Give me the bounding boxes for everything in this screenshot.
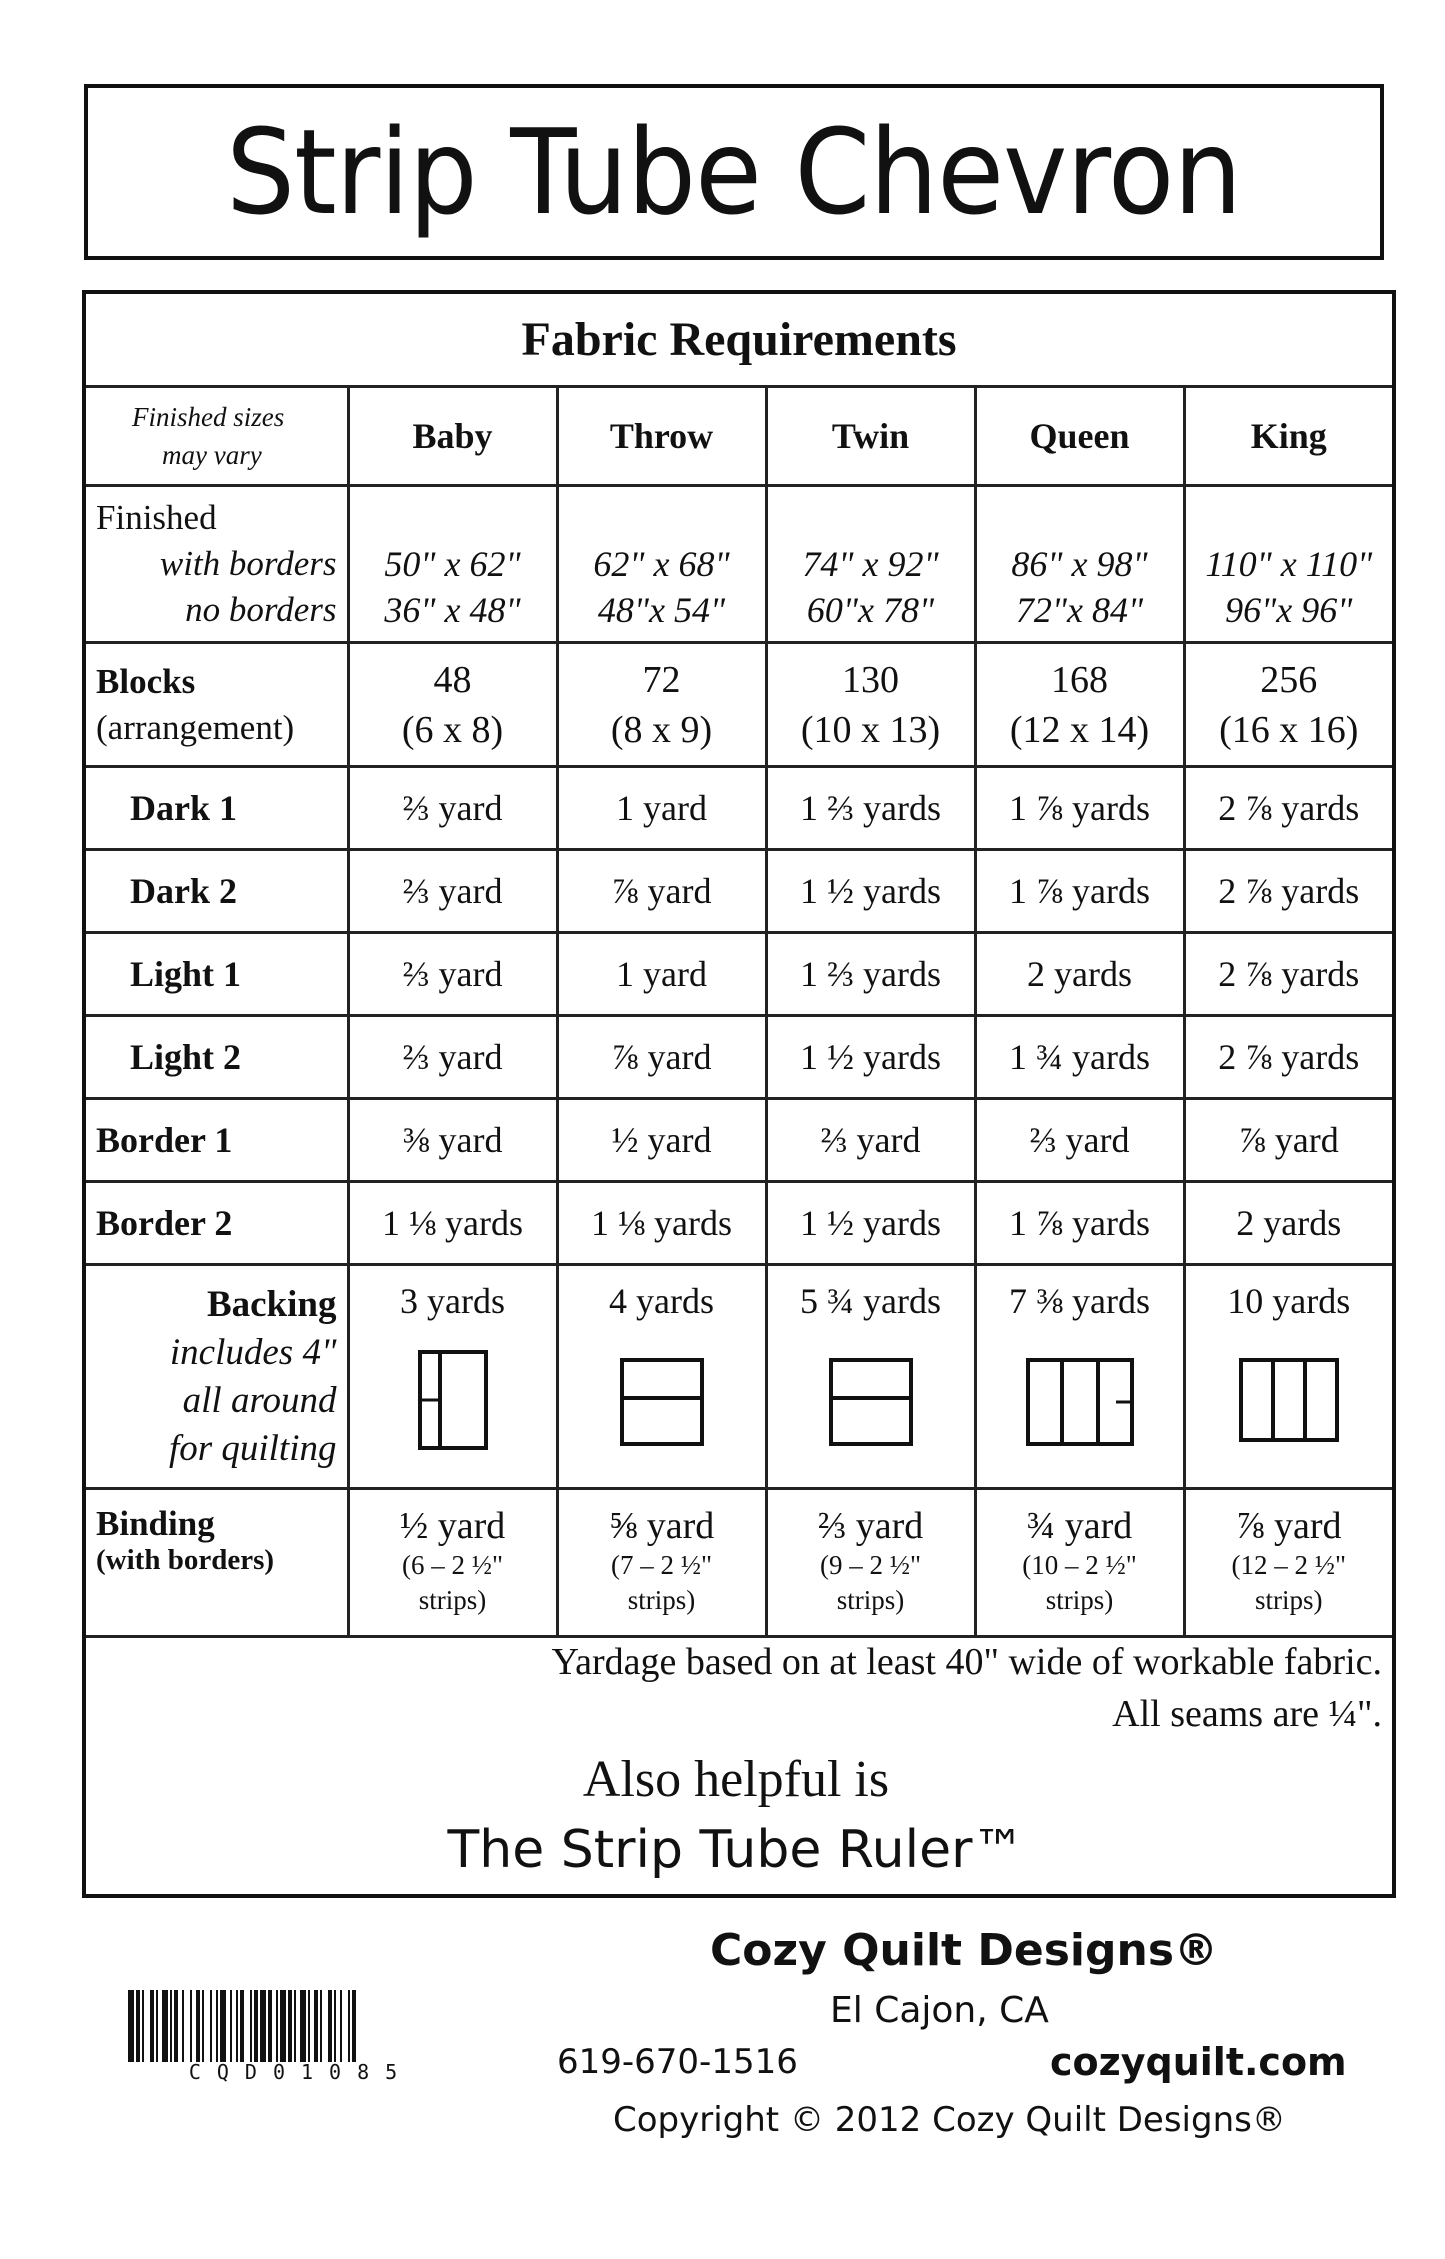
barcode-bar xyxy=(136,1990,140,2062)
finished-with: 62" x 68" xyxy=(593,544,730,584)
size-queen: Queen xyxy=(975,387,1184,486)
barcode-bar xyxy=(240,1990,244,2062)
binding-yardage: ⅞ yard xyxy=(1236,1505,1342,1547)
cell-baby: ⅜ yard xyxy=(348,1099,557,1182)
binding-baby xyxy=(348,1489,557,1637)
block-count: 256 xyxy=(1260,658,1318,701)
cell-twin: 1 ½ yards xyxy=(766,1182,975,1265)
blocks-king xyxy=(1184,643,1392,767)
backing-king xyxy=(1184,1265,1392,1489)
barcode-bar xyxy=(182,1990,184,2062)
row-label: Border 1 xyxy=(86,1099,348,1182)
backing-note: includes 4" xyxy=(169,1331,337,1373)
backing-note: all around xyxy=(182,1379,337,1421)
cell-baby: ⅔ yard xyxy=(348,767,557,850)
size-note-line2: may vary xyxy=(162,440,262,470)
cell-throw: 1 yard xyxy=(557,767,766,850)
barcode-image xyxy=(126,1990,476,2062)
barcode-bar xyxy=(308,1990,310,2062)
binding-label xyxy=(86,1489,348,1637)
finished-throw xyxy=(557,486,766,643)
seams-footnote: All seams are ¼". xyxy=(1112,1693,1382,1735)
binding-throw xyxy=(557,1489,766,1637)
title-box xyxy=(84,84,1384,260)
fabric-row xyxy=(86,850,1392,933)
cell-throw: 1 yard xyxy=(557,933,766,1016)
cell-throw: ⅞ yard xyxy=(557,1016,766,1099)
barcode-bar xyxy=(156,1990,158,2062)
company-phone: 619-670-1516 xyxy=(557,2042,798,2082)
binding-strips: (7 – 2 ½" xyxy=(610,1550,712,1580)
row-label: Dark 1 xyxy=(86,767,348,850)
finished-no: 36" x 48" xyxy=(384,590,521,630)
binding-king xyxy=(1184,1489,1392,1637)
company-city: El Cajon, CA xyxy=(830,1990,1049,2031)
barcode-bar xyxy=(348,1990,350,2062)
cell-twin: 1 ½ yards xyxy=(766,850,975,933)
finished-with: 50" x 62" xyxy=(384,544,521,584)
cell-throw: 1 ⅛ yards xyxy=(557,1182,766,1265)
cell-throw: ⅞ yard xyxy=(557,850,766,933)
backing-throw xyxy=(557,1265,766,1489)
cell-queen: 2 yards xyxy=(975,933,1184,1016)
fabric-row xyxy=(86,767,1392,850)
size-baby: Baby xyxy=(348,387,557,486)
barcode-bar xyxy=(314,1990,318,2062)
cell-twin: 1 ⅔ yards xyxy=(766,767,975,850)
finished-with: 74" x 92" xyxy=(802,544,939,584)
barcode-bar xyxy=(162,1990,168,2062)
block-count: 130 xyxy=(842,658,899,701)
fabric-row xyxy=(86,1016,1392,1099)
backing-queen xyxy=(975,1265,1184,1489)
barcode-bar xyxy=(128,1990,134,2062)
finished-no: 48"x 54" xyxy=(597,590,726,630)
cell-baby: ⅔ yard xyxy=(348,933,557,1016)
cell-queen: 1 ⅞ yards xyxy=(975,767,1184,850)
row-label: Light 2 xyxy=(86,1016,348,1099)
backing-layout-diagram xyxy=(829,1358,913,1446)
finished-baby xyxy=(348,486,557,643)
backing-layout-diagram xyxy=(1026,1358,1134,1446)
barcode-bar xyxy=(170,1990,172,2062)
barcode-bar xyxy=(216,1990,218,2062)
binding-strips: (9 – 2 ½" xyxy=(819,1550,921,1580)
binding-yardage: ½ yard xyxy=(399,1505,506,1547)
blocks-baby xyxy=(348,643,557,767)
barcode-bar xyxy=(300,1990,306,2062)
finished-king xyxy=(1184,486,1392,643)
binding-yardage: ¾ yard xyxy=(1026,1505,1133,1547)
block-arrangement: (8 x 9) xyxy=(610,708,713,751)
binding-strips: (10 – 2 ½" xyxy=(1022,1550,1137,1580)
table-heading-row xyxy=(86,294,1392,387)
block-arrangement: (16 x 16) xyxy=(1219,708,1359,751)
cell-king: 2 ⅞ yards xyxy=(1184,933,1392,1016)
cell-throw: ½ yard xyxy=(557,1099,766,1182)
barcode-bar xyxy=(334,1990,336,2062)
binding-strips-word: strips) xyxy=(1255,1585,1323,1615)
backing-baby xyxy=(348,1265,557,1489)
finished-label xyxy=(86,486,348,643)
backing-yardage: 3 yards xyxy=(400,1281,505,1321)
finished-twin xyxy=(766,486,975,643)
copyright-line: Copyright © 2012 Cozy Quilt Designs® xyxy=(613,2100,1286,2140)
barcode-bar xyxy=(142,1990,144,2062)
barcode-bar xyxy=(174,1990,178,2062)
barcode-bar xyxy=(328,1990,332,2062)
binding-strips-word: strips) xyxy=(418,1585,487,1615)
cell-queen: ⅔ yard xyxy=(975,1099,1184,1182)
barcode-bar xyxy=(236,1990,238,2062)
barcode-bar xyxy=(294,1990,296,2062)
blocks-row xyxy=(86,643,1392,767)
binding-strips-word: strips) xyxy=(627,1585,696,1615)
backing-note: for quilting xyxy=(168,1427,337,1469)
barcode-bar xyxy=(320,1990,322,2062)
ruler-name: The Strip Tube Ruler™ xyxy=(447,1820,1025,1880)
finished-title: Finished xyxy=(96,498,217,537)
finished-with: 86" x 98" xyxy=(1011,544,1148,584)
page-title: Strip Tube Chevron xyxy=(226,103,1242,241)
row-label: Dark 2 xyxy=(86,850,348,933)
size-note xyxy=(86,387,348,486)
binding-strips-word: strips) xyxy=(1045,1585,1114,1615)
binding-title: Binding xyxy=(96,1504,215,1543)
cell-baby: ⅔ yard xyxy=(348,1016,557,1099)
backing-yardage: 10 yards xyxy=(1227,1281,1351,1321)
barcode-bar xyxy=(268,1990,272,2062)
cell-queen: 1 ¾ yards xyxy=(975,1016,1184,1099)
barcode-bar xyxy=(276,1990,278,2062)
block-arrangement: (12 x 14) xyxy=(1009,708,1150,751)
binding-strips-word: strips) xyxy=(836,1585,905,1615)
backing-twin xyxy=(766,1265,975,1489)
block-count: 168 xyxy=(1051,658,1108,701)
finished-queen xyxy=(975,486,1184,643)
cell-king: ⅞ yard xyxy=(1184,1099,1392,1182)
cell-twin: 1 ⅔ yards xyxy=(766,933,975,1016)
fabric-row xyxy=(86,1182,1392,1265)
binding-sublabel: (with borders) xyxy=(96,1544,275,1576)
no-borders-label: no borders xyxy=(185,590,337,629)
barcode-bar xyxy=(288,1990,292,2062)
row-label: Border 2 xyxy=(86,1182,348,1265)
blocks-title: Blocks xyxy=(96,661,196,701)
finished-no: 72"x 84" xyxy=(1015,590,1144,630)
backing-row xyxy=(86,1265,1392,1489)
binding-yardage: ⅝ yard xyxy=(608,1505,715,1547)
cell-queen: 1 ⅞ yards xyxy=(975,1182,1184,1265)
backing-layout-diagram xyxy=(418,1350,488,1450)
company-name: Cozy Quilt Designs® xyxy=(710,1925,1219,1976)
size-throw: Throw xyxy=(557,387,766,486)
binding-queen xyxy=(975,1489,1184,1637)
blocks-queen xyxy=(975,643,1184,767)
barcode-bar xyxy=(150,1990,154,2062)
cell-king: 2 ⅞ yards xyxy=(1184,850,1392,933)
row-label: Light 1 xyxy=(86,933,348,1016)
cell-baby: 1 ⅛ yards xyxy=(348,1182,557,1265)
size-note-line1: Finished sizes xyxy=(132,402,285,432)
barcode-bar xyxy=(210,1990,212,2062)
cell-king: 2 ⅞ yards xyxy=(1184,1016,1392,1099)
barcode-bar xyxy=(196,1990,200,2062)
binding-twin xyxy=(766,1489,975,1637)
barcode-bar xyxy=(230,1990,232,2062)
finished-no: 60"x 78" xyxy=(806,590,935,630)
blocks-twin xyxy=(766,643,975,767)
barcode-bar xyxy=(340,1990,342,2062)
cell-king: 2 yards xyxy=(1184,1182,1392,1265)
binding-strips: (6 – 2 ½" xyxy=(401,1550,503,1580)
barcode-bar xyxy=(254,1990,258,2062)
blocks-sublabel: (arrangement) xyxy=(96,707,295,747)
barcode-bar xyxy=(352,1990,356,2062)
fabric-row xyxy=(86,1099,1392,1182)
finished-with: 110" x 110" xyxy=(1205,544,1373,584)
cell-twin: ⅔ yard xyxy=(766,1099,975,1182)
binding-yardage: ⅔ yard xyxy=(817,1505,924,1547)
blocks-label xyxy=(86,643,348,767)
block-arrangement: (10 x 13) xyxy=(800,708,941,751)
yardage-footnote: Yardage based on at least 40" wide of workable fabric. xyxy=(551,1641,1382,1683)
finished-row xyxy=(86,486,1392,643)
backing-label xyxy=(86,1265,348,1489)
barcode-bar xyxy=(260,1990,266,2062)
binding-strips: (12 – 2 ½" xyxy=(1231,1550,1347,1580)
helpful-note: Also helpful is xyxy=(582,1751,890,1808)
table-heading: Fabric Requirements xyxy=(86,294,1392,387)
company-website[interactable]: cozyquilt.com xyxy=(1050,2040,1347,2084)
binding-row xyxy=(86,1489,1392,1637)
blocks-throw xyxy=(557,643,766,767)
barcode-bar xyxy=(280,1990,286,2062)
backing-layout-diagram xyxy=(1239,1358,1339,1442)
finished-no: 96"x 96" xyxy=(1225,590,1353,630)
size-king: King xyxy=(1184,387,1392,486)
cell-queen: 1 ⅞ yards xyxy=(975,850,1184,933)
fabric-requirements-table xyxy=(86,294,1392,1638)
block-count: 72 xyxy=(642,658,681,701)
backing-yardage: 7 ⅜ yards xyxy=(1009,1281,1150,1321)
backing-yardage: 5 ¾ yards xyxy=(800,1281,941,1321)
cell-king: 2 ⅞ yards xyxy=(1184,767,1392,850)
with-borders-label: with borders xyxy=(159,544,337,583)
backing-yardage: 4 yards xyxy=(609,1281,714,1321)
backing-layout-diagram xyxy=(620,1358,704,1446)
cell-twin: 1 ½ yards xyxy=(766,1016,975,1099)
size-twin: Twin xyxy=(766,387,975,486)
size-header-row xyxy=(86,387,1392,486)
backing-title: Backing xyxy=(206,1283,337,1325)
barcode-bar xyxy=(250,1990,252,2062)
barcode-bar xyxy=(220,1990,226,2062)
barcode-bar xyxy=(202,1990,204,2062)
block-arrangement: (6 x 8) xyxy=(401,708,504,751)
barcode-bar xyxy=(190,1990,192,2062)
cell-baby: ⅔ yard xyxy=(348,850,557,933)
fabric-row xyxy=(86,933,1392,1016)
barcode-text: CQD01085 xyxy=(188,2060,414,2084)
block-count: 48 xyxy=(433,658,472,701)
